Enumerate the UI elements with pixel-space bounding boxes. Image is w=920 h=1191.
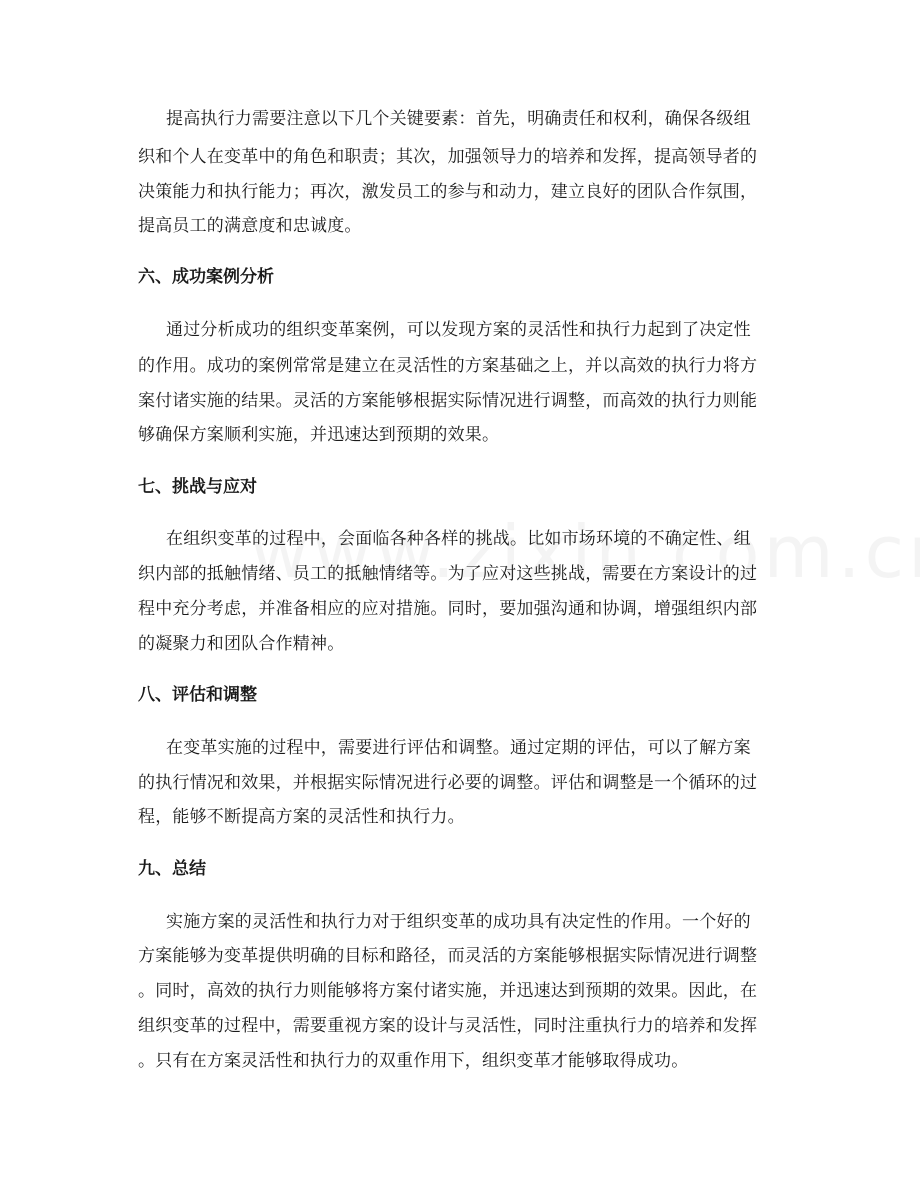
paragraph-line: 提高员工的满意度和忠诚度。: [138, 216, 362, 236]
paragraph-line: 。只有在方案灵活性和执行力的双重作用下，组织变革才能够取得成功。: [138, 1051, 689, 1071]
section-heading: 八、评估和调整: [138, 685, 257, 705]
paragraph-line: 的执行情况和效果，并根据实际情况进行必要的调整。评估和调整是一个循环的过: [138, 773, 758, 793]
paragraph-line: 在变革实施的过程中，需要进行评估和调整。通过定期的评估，可以了解方案: [166, 738, 751, 758]
paragraph-line: 方案能够为变革提供明确的目标和路径，而灵活的方案能够根据实际情况进行调整: [138, 946, 758, 966]
paragraph-line: 案付诸实施的结果。灵活的方案能够根据实际情况进行调整，而高效的执行力则能: [138, 391, 758, 411]
section-heading: 七、挑战与应对: [138, 477, 257, 497]
paragraph-line: 程，能够不断提高方案的灵活性和执行力。: [138, 807, 465, 827]
paragraph-line: 组织变革的过程中，需要重视方案的设计与灵活性，同时注重执行力的培养和发挥: [138, 1016, 758, 1036]
paragraph-line: 织内部的抵触情绪、员工的抵触情绪等。为了应对这些挑战，需要在方案设计的过: [138, 564, 758, 584]
paragraph-line: 程中充分考虑，并准备相应的应对措施。同时，要加强沟通和协调，增强组织内部: [138, 599, 758, 619]
paragraph-line: 在组织变革的过程中，会面临各种各样的挑战。比如市场环境的不确定性、组: [166, 529, 751, 549]
section-heading: 六、成功案例分析: [138, 267, 274, 287]
paragraph-line: 够确保方案顺利实施，并迅速达到预期的效果。: [138, 425, 500, 445]
paragraph-line: 。同时，高效的执行力则能够将方案付诸实施，并迅速达到预期的效果。因此，在: [138, 981, 758, 1001]
paragraph-line: 的作用。成功的案例常常是建立在灵活性的方案基础之上，并以高效的执行力将方: [138, 356, 758, 376]
section-heading: 九、总结: [138, 859, 206, 879]
paragraph-line: 的凝聚力和团队合作精神。: [138, 634, 345, 654]
paragraph-line: 决策能力和执行能力；再次，激发员工的参与和动力，建立良好的团队合作氛围，: [138, 182, 758, 202]
paragraph-line: 提高执行力需要注意以下几个关键要素：首先，明确责任和权利，确保各级组: [166, 109, 751, 129]
paragraph-line: 通过分析成功的组织变革案例，可以发现方案的灵活性和执行力起到了决定性: [166, 320, 751, 340]
paragraph-line: 织和个人在变革中的角色和职责；其次，加强领导力的培养和发挥，提高领导者的: [138, 147, 758, 167]
paragraph-line: 实施方案的灵活性和执行力对于组织变革的成功具有决定性的作用。一个好的: [166, 912, 751, 932]
